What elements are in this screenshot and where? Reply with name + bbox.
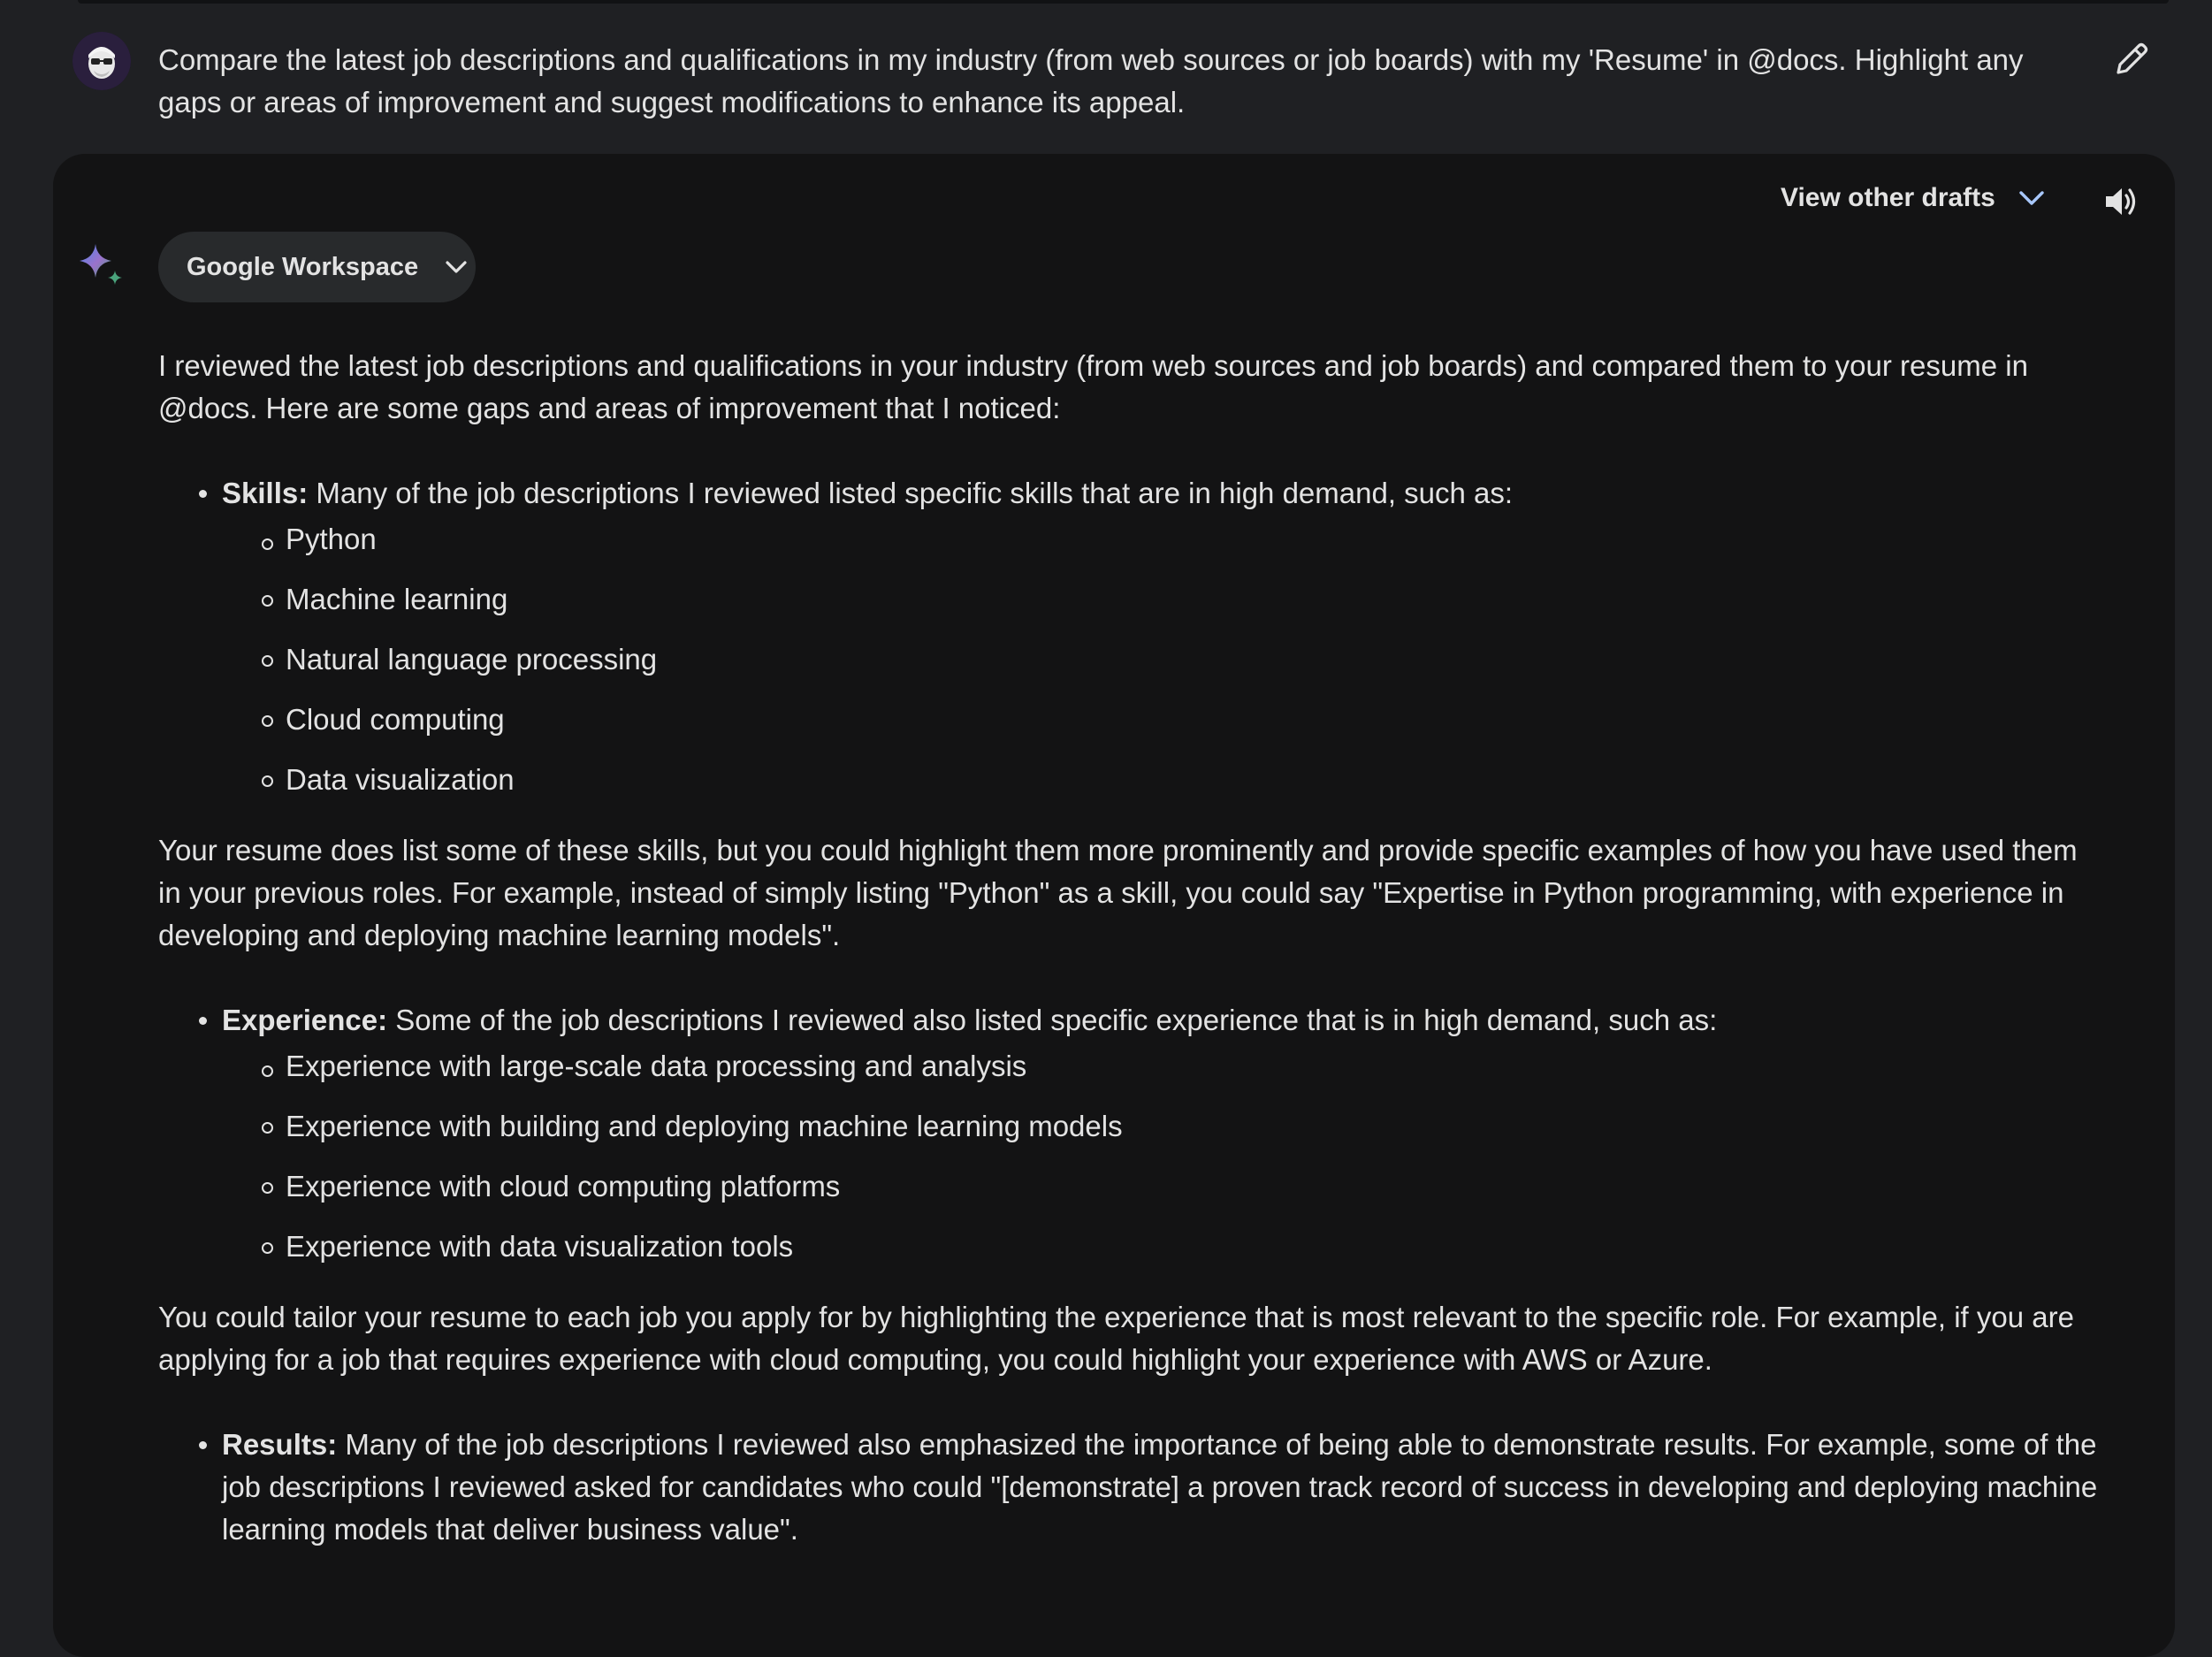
chevron-down-icon [445, 259, 468, 275]
view-other-drafts-label: View other drafts [1781, 183, 1995, 212]
response-content [158, 345, 2103, 1551]
listen-button[interactable] [2102, 183, 2140, 220]
list-item: Experience with building and deploying machine learning models [158, 1098, 2103, 1158]
prompt-text: Compare the latest job descriptions and qualifications in my industry (from web sources or job boards) with my 'Resume' in @docs. Highlight any gaps or areas of improvement and suggest modifications to enhance its appeal. [158, 43, 2024, 118]
pencil-icon [2111, 39, 2152, 80]
gemini-sparkle-icon [76, 241, 127, 292]
chevron-down-icon [2018, 189, 2045, 207]
experience-heading: Experience: [222, 1004, 388, 1036]
view-other-drafts-button[interactable] [1781, 173, 2045, 223]
results-heading: Results: [222, 1428, 338, 1461]
skills-heading: Skills: [222, 477, 309, 509]
list-item: Experience with large-scale data processing and analysis [158, 1042, 2103, 1098]
experience-text: Some of the job descriptions I reviewed also listed specific experience that is in high demand, such as: [387, 1004, 1718, 1036]
google-workspace-chip[interactable] [158, 232, 476, 302]
list-item: Experience with data visualization tools [158, 1218, 2103, 1279]
list-item: Data visualization [158, 752, 2103, 812]
edit-prompt-icon[interactable] [2111, 39, 2152, 80]
experience-bullet [158, 999, 2103, 1042]
results-text: Many of the job descriptions I reviewed also emphasized the importance of being able to demonstrate results. For example, some of the job descriptions I reviewed asked for candidates who could "[demonstrate] a proven track record of success in developing and deploying machine learning models that deliver business value". [222, 1428, 2098, 1546]
list-item: Machine learning [158, 571, 2103, 631]
user-prompt-row [0, 0, 2212, 141]
skills-list [158, 515, 2103, 812]
response-intro: I reviewed the latest job descriptions and qualifications in your industry (from web sources and job boards) and compared them to your resume in @docs. Here are some gaps and areas of improvement that I noticed: [158, 349, 2028, 424]
skills-text: Many of the job descriptions I reviewed listed specific skills that are in high demand, such as: [308, 477, 1514, 509]
avatar-face-icon [72, 32, 131, 90]
skills-followup: Your resume does list some of these skills, but you could highlight them more prominently and provide specific examples of how you have used them in your previous roles. For example, instead of simply listing "Python" as a skill, you could say "Expertise in Python programming, with experience in developing and deploying machine learning models". [158, 834, 2078, 951]
google-workspace-label: Google Workspace [187, 252, 419, 281]
speaker-icon [2102, 183, 2140, 220]
user-avatar[interactable] [72, 32, 131, 90]
experience-followup: You could tailor your resume to each job you apply for by highlighting the experience that is most relevant to the specific role. For example, if you are applying for a job that requires experience with cloud computing, you could highlight your experience with AWS or Azure. [158, 1301, 2074, 1376]
skills-bullet [158, 472, 2103, 515]
list-item: Experience with cloud computing platforms [158, 1158, 2103, 1218]
experience-list [158, 1042, 2103, 1279]
results-bullet [158, 1424, 2103, 1551]
list-item: Python [158, 515, 2103, 571]
list-item: Cloud computing [158, 691, 2103, 752]
list-item: Natural language processing [158, 631, 2103, 691]
